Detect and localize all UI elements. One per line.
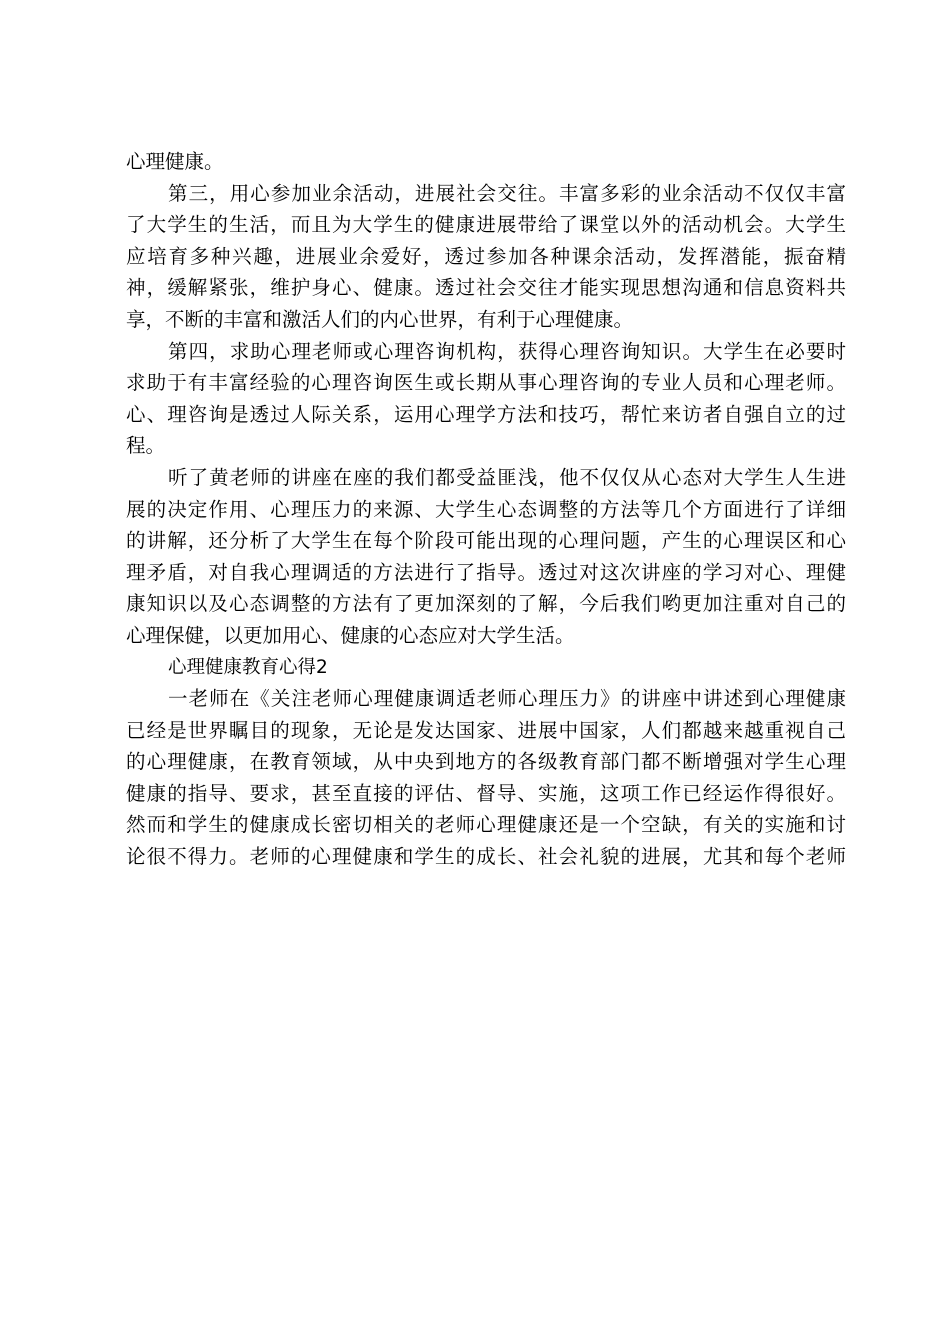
text-line: 的心理健康，在教育领域，从中央到地方的各级教育部门都不断增强对学生心理 <box>126 750 846 774</box>
paragraph-fourth-point <box>126 336 846 462</box>
text-line: 程。 <box>126 434 166 458</box>
text-line: 求助于有丰富经验的心理咨询医生或长期从事心理咨询的专业人员和心理老师。 <box>126 371 846 395</box>
text-line: 展的决定作用、心理压力的来源、大学生心态调整的方法等几个方面进行了详细 <box>126 497 846 521</box>
text-line: 第四，求助心理老师或心理咨询机构，获得心理咨询知识。大学生在必要时 <box>168 339 846 363</box>
text-line: 心、理咨询是透过人际关系，运用心理学方法和技巧，帮忙来访者自强自立的过 <box>126 402 846 426</box>
text-line: 论很不得力。老师的心理健康和学生的成长、社会礼貌的进展，尤其和每个老师 <box>126 845 846 869</box>
text-line: 享，不断的丰富和激活人们的内心世界，有利于心理健康。 <box>126 307 634 331</box>
text-line: 然而和学生的健康成长密切相关的老师心理健康还是一个空缺，有关的实施和讨 <box>126 813 846 837</box>
paragraph-continuation <box>126 146 846 178</box>
section-heading: 心理健康教育心得2 <box>168 656 328 678</box>
paragraph-teacher-mental-health <box>126 683 846 873</box>
text-line: 一老师在《关注老师心理健康调适老师心理压力》的讲座中讲述到心理健康 <box>168 687 846 711</box>
paragraph-lecture-summary <box>126 462 846 652</box>
paragraph-third-point <box>126 178 846 336</box>
text-line: 了大学生的生活，而且为大学生的健康进展带给了课堂以外的活动机会。大学生 <box>126 213 846 237</box>
text-line: 心理保健，以更加用心、健康的心态应对大学生活。 <box>126 623 575 647</box>
text-line: 听了黄老师的讲座在座的我们都受益匪浅，他不仅仅从心态对大学生人生进 <box>168 465 846 489</box>
text-line: 心理健康。 <box>126 150 224 173</box>
text-line: 第三，用心参加业余活动，进展社会交往。丰富多彩的业余活动不仅仅丰富 <box>168 181 846 205</box>
text-line: 理矛盾，对自我心理调适的方法进行了指导。透过对这次讲座的学习对心、理健 <box>126 560 846 584</box>
text-line: 健康的指导、要求，甚至直接的评估、督导、实施，这项工作已经运作得很好。 <box>126 781 846 805</box>
document-body <box>126 146 846 873</box>
text-line: 应培育多种兴趣，进展业余爱好，透过参加各种课余活动，发挥潜能，振奋精 <box>126 244 846 268</box>
text-line: 的讲解，还分析了大学生在每个阶段可能出现的心理问题，产生的心理误区和心 <box>126 529 846 553</box>
text-line: 已经是世界瞩目的现象，无论是发达国家、进展中国家，人们都越来越重视自己 <box>126 718 846 742</box>
text-line: 神，缓解紧张，维护身心、健康。透过社会交往才能实现思想沟通和信息资料共 <box>126 276 846 300</box>
text-line: 康知识以及心态调整的方法有了更加深刻的了解，今后我们哟更加注重对自己的 <box>126 592 846 616</box>
